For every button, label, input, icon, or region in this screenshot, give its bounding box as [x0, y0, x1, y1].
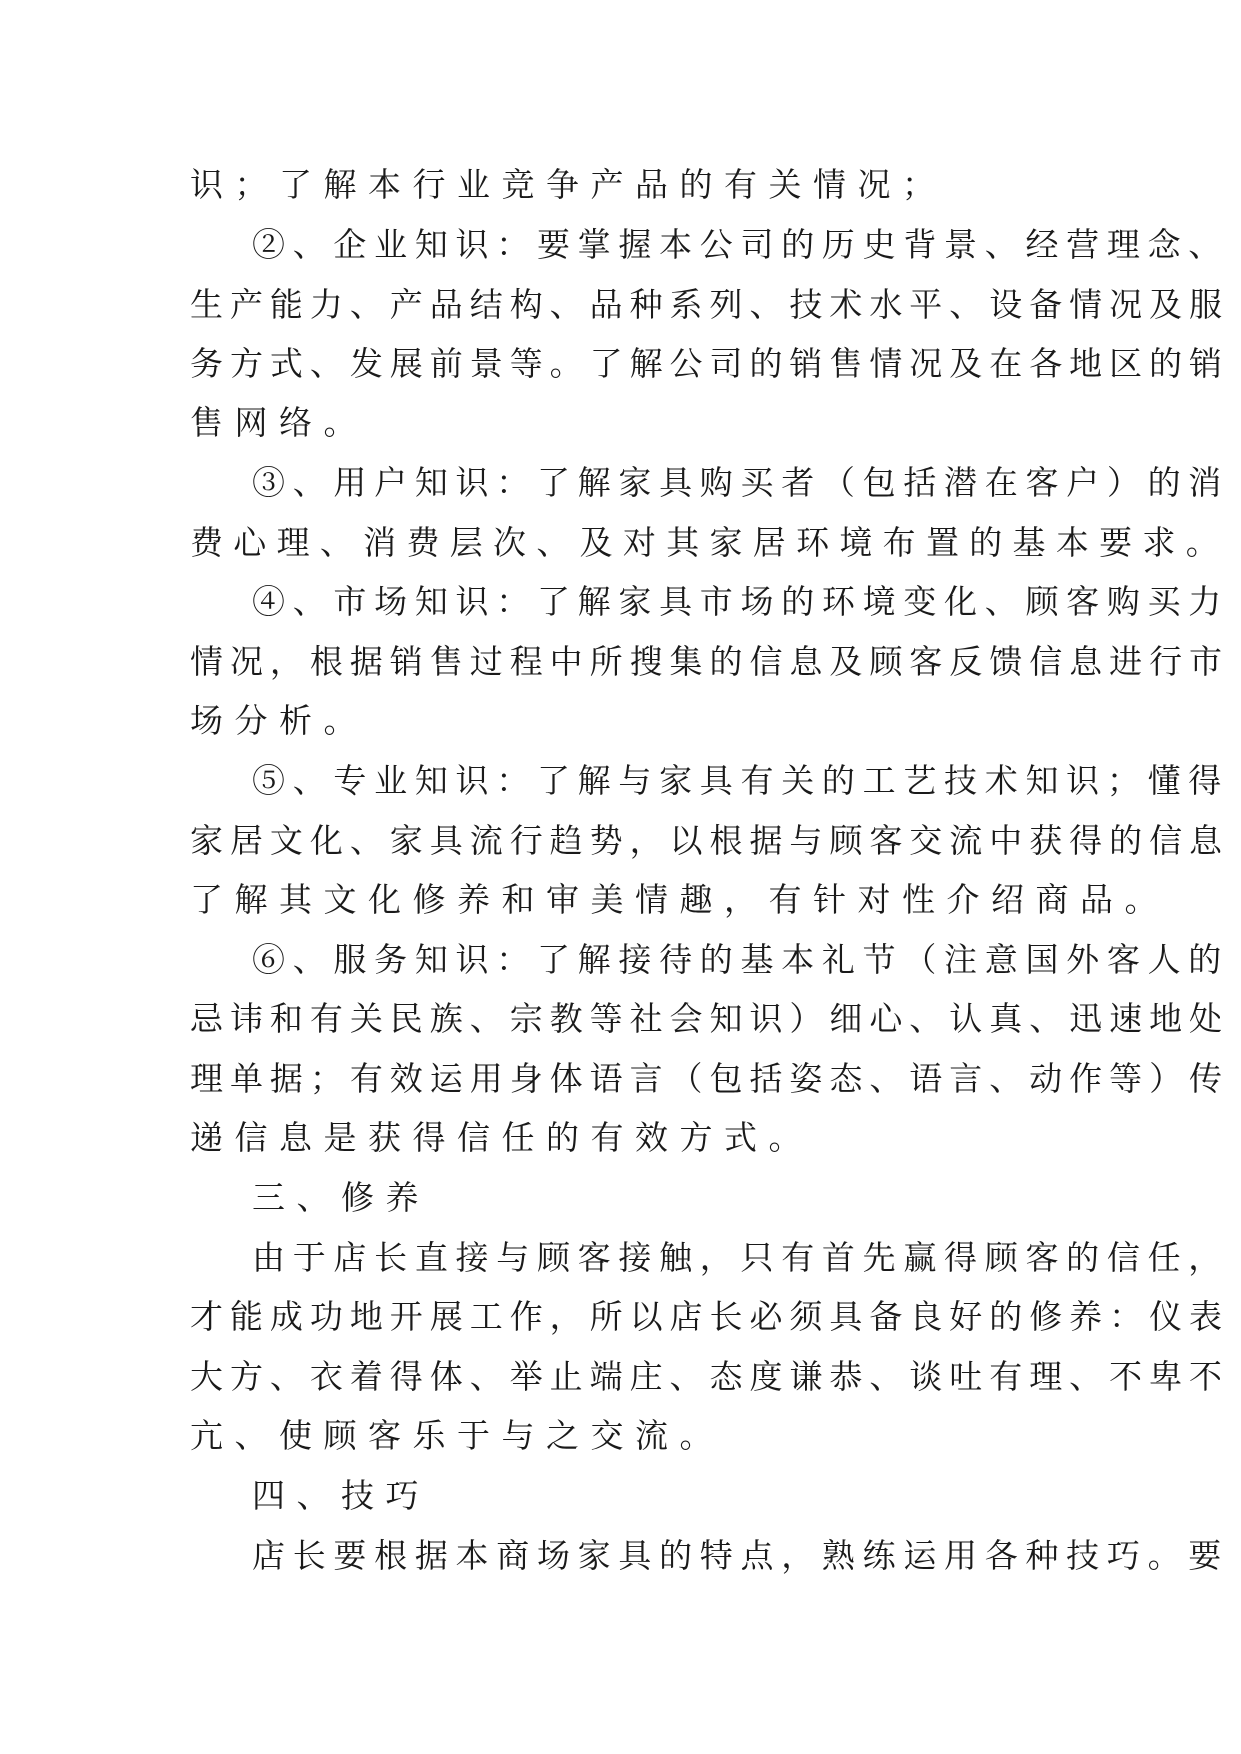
text-line: 务方式、发展前景等。了解公司的销售情况及在各地区的销 [190, 344, 1229, 383]
text-line: 费心理、消费层次、及对其家居环境布置的基本要求。 [190, 523, 1229, 562]
text-line: 才能成功地开展工作，所以店长必须具备良好的修养：仪表 [190, 1297, 1229, 1336]
text-line: 售网络。 [190, 403, 368, 442]
text-line: 生产能力、产品结构、品种系列、技术水平、设备情况及服 [190, 285, 1229, 324]
text-line: ②、企业知识：要掌握本公司的历史背景、经营理念、 [252, 225, 1229, 264]
text-line: ③、用户知识：了解家具购买者（包括潜在客户）的消 [252, 463, 1229, 502]
text-line: 了解其文化修养和审美情趣，有针对性介绍商品。 [190, 880, 1169, 919]
text-line: 情况，根据销售过程中所搜集的信息及顾客反馈信息进行市 [190, 642, 1229, 681]
text-line: ④、市场知识：了解家具市场的环境变化、顾客购买力 [252, 582, 1229, 621]
text-line: 由于店长直接与顾客接触，只有首先赢得顾客的信任， [252, 1238, 1229, 1277]
text-line: 家居文化、家具流行趋势，以根据与顾客交流中获得的信息 [190, 821, 1229, 860]
text-line: 店长要根据本商场家具的特点，熟练运用各种技巧。要 [252, 1536, 1229, 1575]
text-line: 大方、衣着得体、举止端庄、态度谦恭、谈吐有理、不卑不 [190, 1357, 1229, 1396]
text-line: 识；了解本行业竞争产品的有关情况； [190, 165, 947, 204]
text-line: 递信息是获得信任的有效方式。 [190, 1118, 813, 1157]
text-line: 亢、使顾客乐于与之交流。 [190, 1416, 724, 1455]
text-line: ⑤、专业知识：了解与家具有关的工艺技术知识；懂得 [252, 761, 1229, 800]
text-line: 忌讳和有关民族、宗教等社会知识）细心、认真、迅速地处 [190, 999, 1229, 1038]
text-line: 场分析。 [190, 701, 368, 740]
section-heading: 三、修养 [252, 1178, 430, 1217]
text-line: ⑥、服务知识：了解接待的基本礼节（注意国外客人的 [252, 940, 1229, 979]
text-line: 理单据；有效运用身体语言（包括姿态、语言、动作等）传 [190, 1059, 1229, 1098]
section-heading: 四、技巧 [252, 1476, 430, 1515]
